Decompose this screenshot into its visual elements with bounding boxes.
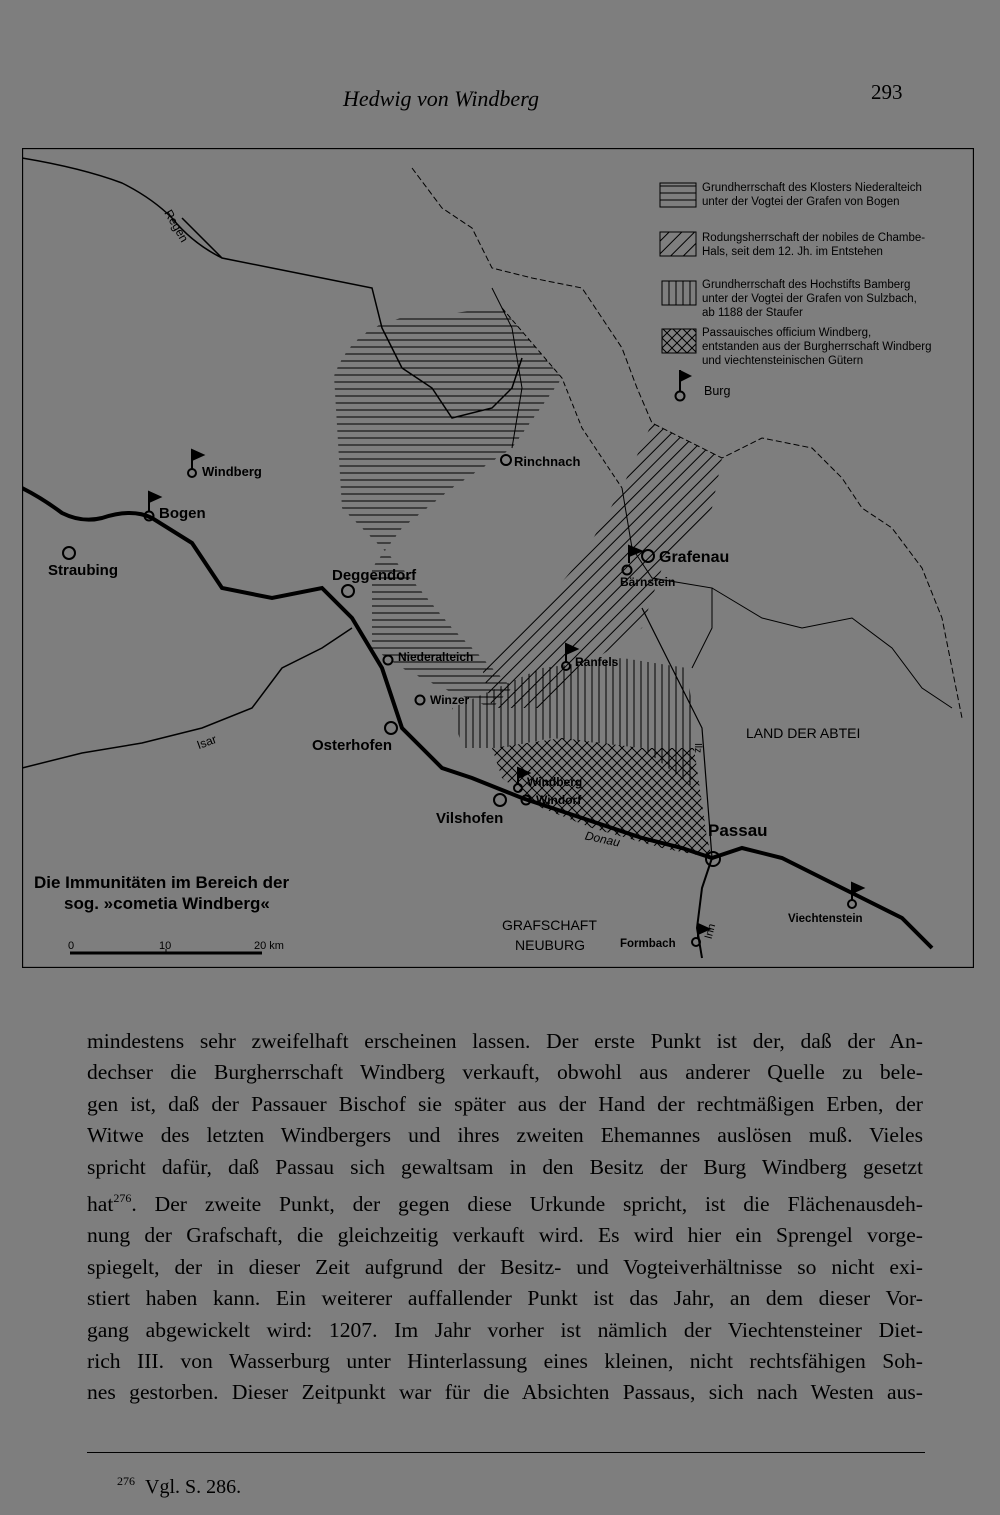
label-baernstein: Bärnstein: [620, 575, 676, 589]
label-ranfels: Ranfels: [575, 655, 619, 669]
legend-2-line2: Hals, seit dem 12. Jh. im Entstehen: [702, 246, 883, 258]
label-grafenau: Grafenau: [659, 549, 730, 566]
legend-swatch-diagonal: [660, 232, 696, 256]
label-rinchnach: Rinchnach: [514, 454, 581, 469]
body-line-7: nung der Grafschaft, die gleichzeitig verkauft wird. Es wird hier ein Sprengel vorge-: [87, 1223, 923, 1248]
body-line-6-rest: . Der zweite Punkt, der gegen diese Urkunde spricht, ist die Flächenausdeh-: [131, 1192, 923, 1217]
body-line-12: nes gestorben. Dieser Zeitpunkt war für die Absichten Passaus, sich nach Westen aus-: [87, 1380, 923, 1405]
footnote-rule: [87, 1452, 925, 1453]
scale-label-10: 10: [159, 940, 172, 952]
town-marker-deggendorf: [342, 585, 354, 597]
running-title: Hedwig von Windberg: [343, 86, 539, 111]
town-marker-straubing: [63, 547, 75, 559]
body-line-10: gang abgewickelt wird: 1207. Im Jahr vorher ist nämlich der Viechtensteiner Diet-: [87, 1317, 923, 1342]
label-river-inn: Inn: [702, 922, 719, 941]
boundary-abtei: [712, 588, 952, 708]
legend-swatch-vertical: [662, 281, 696, 305]
legend-4-line2: entstanden aus der Burgherrschaft Windberg: [702, 341, 932, 353]
map-figure: [22, 148, 974, 968]
legend-swatch-crosshatch: [662, 329, 696, 353]
footnote-reference[interactable]: 276: [113, 1191, 132, 1206]
body-line-6-start: hat: [87, 1192, 114, 1217]
legend-1-line2: unter der Vogtei der Grafen von Bogen: [702, 196, 900, 208]
scale-label-0: 0: [68, 940, 75, 952]
label-grafschaft-neuburg-1: GRAFSCHAFT: [502, 917, 597, 933]
map-title-line2: sog. »cometia Windberg«: [64, 894, 270, 913]
map-title-line1: Die Immunitäten im Bereich der: [34, 873, 290, 892]
body-line-9: stiert haben kann. Ein weiterer auffallender Punkt ist das Jahr, an dem dieser Vor-: [87, 1286, 923, 1311]
body-line-8: spiegelt, der in dieser Zeit aufgrund der Besitz- und Vogteiverhältnisse so nicht exi-: [87, 1254, 923, 1279]
scale-label-20: 20 km: [254, 940, 284, 952]
footnote: [117, 1474, 241, 1499]
body-line-2: dechser die Burgherrschaft Windberg verkauft, obwohl aus anderer Quelle zu bele-: [87, 1060, 923, 1085]
map-frame: [23, 149, 974, 968]
castle-icon-windberg-north: [188, 450, 203, 477]
legend-4-line1: Passauisches officium Windberg,: [702, 327, 872, 339]
body-line-1: mindestens sehr zweifelhaft erscheinen lassen. Der erste Punkt ist der, daß der An-: [87, 1029, 923, 1053]
body-line-4: Witwe des letzten Windbergers und ihres zweiten Ehemannes auslösen muß. Vieles: [87, 1123, 923, 1148]
label-vilshofen: Vilshofen: [436, 810, 504, 827]
label-viechtenstein: Viechtenstein: [788, 913, 863, 925]
legend-2-line1: Rodungsherrschaft der nobiles de Chambe-: [702, 232, 926, 244]
map-legend: [660, 182, 932, 401]
body-line-5: spricht dafür, daß Passau sich gewaltsam in den Besitz der Burg Windberg gesetzt: [87, 1154, 923, 1179]
legend-4-line3: und viechtensteinischen Gütern: [702, 355, 864, 367]
label-winzer: Winzer: [430, 693, 470, 707]
map-svg: [22, 148, 974, 968]
label-land-der-abtei: LAND DER ABTEI: [746, 725, 861, 741]
legend-1-line1: Grundherrschaft des Klosters Niederalteich: [702, 182, 922, 194]
legend-3-line3: ab 1188 der Staufer: [702, 307, 803, 319]
label-passau: Passau: [708, 821, 768, 840]
legend-swatch-horizontal: [660, 183, 696, 207]
label-osterhofen: Osterhofen: [312, 737, 393, 754]
label-bogen: Bogen: [159, 505, 206, 522]
town-marker-winzer: [416, 696, 425, 705]
label-windberg-north: Windberg: [202, 464, 262, 479]
label-straubing: Straubing: [48, 562, 118, 579]
footnote-number: 276: [117, 1474, 135, 1488]
legend-burg-icon: [676, 370, 693, 401]
page-number: 293: [871, 80, 903, 104]
label-grafschaft-neuburg-2: NEUBURG: [515, 937, 586, 953]
body-line-11: rich III. von Wasserburg unter Hinterlassung eines kleinen, nicht rechtsfähigen Soh-: [87, 1349, 923, 1374]
town-marker-osterhofen: [385, 722, 397, 734]
town-marker-vilshofen: [494, 794, 506, 806]
label-windberg-south: Windberg: [527, 775, 583, 789]
legend-3-line1: Grundherrschaft des Hochstifts Bamberg: [702, 279, 911, 291]
label-formbach: Formbach: [620, 938, 676, 950]
label-river-donau: Donau: [583, 828, 622, 850]
town-marker-rinchnach: [501, 455, 511, 465]
label-river-ilz: Ilz: [692, 743, 703, 753]
label-windorf: Windorf: [536, 793, 582, 807]
label-river-regen: Regen: [161, 207, 192, 245]
body-line-6: [87, 1183, 923, 1220]
label-river-isar: Isar: [194, 732, 219, 753]
footnote-text: Vgl. S. 286.: [145, 1476, 242, 1498]
river-regen-line: [22, 158, 222, 258]
legend-burg-label: Burg: [704, 384, 731, 398]
legend-3-line2: unter der Vogtei der Grafen von Sulzbach,: [702, 293, 917, 305]
label-deggendorf: Deggendorf: [332, 567, 417, 584]
body-text: [87, 1026, 923, 1409]
body-line-3: gen ist, daß der Passauer Bischof sie später aus der Hand der rechtmäßigen Erben, der: [87, 1091, 923, 1116]
label-niederalteich: Niederalteich: [398, 650, 474, 664]
river-isar-line: [22, 628, 352, 768]
